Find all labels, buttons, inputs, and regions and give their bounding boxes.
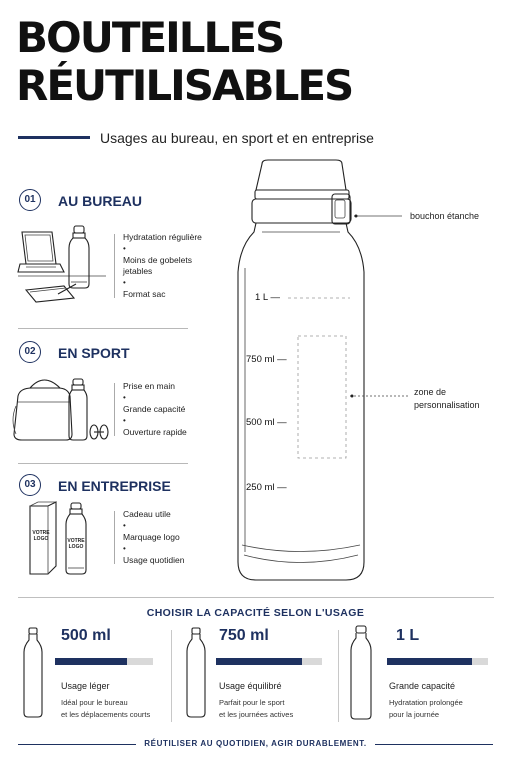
bullet-entreprise-2: Marquage logo <box>123 532 180 542</box>
bottle-1l-icon <box>350 625 372 721</box>
capacity-name-500ml: Usage léger <box>61 681 110 691</box>
bullet-entreprise-3: Usage quotidien <box>123 555 185 565</box>
cap-callout-line <box>354 214 404 218</box>
sports-bag-icon <box>13 380 72 440</box>
capacity-desc-750ml: Parfait pour le sport et les journées actives <box>219 698 294 719</box>
footer-slogan: RÉUTILISER AU QUOTIDIEN, AGIR DURABLEMENT. <box>144 739 367 748</box>
bullet-list-sport: Prise en main • Grande capacité • Ouverture rapide <box>123 381 203 438</box>
bullet-bureau-3: Format sac <box>123 289 166 299</box>
bottle-750ml-icon <box>185 627 207 719</box>
capacity-name-1l: Grande capacité <box>389 681 456 691</box>
subtitle: Usages au bureau, en sport et en entreprise <box>100 130 374 146</box>
section-number-03: 03 <box>19 474 41 496</box>
sport-illustration <box>10 376 110 446</box>
capacity-volume-1l: 1 L <box>396 627 420 644</box>
capacity-bar-500ml <box>55 658 153 665</box>
capacity-divider <box>18 597 494 598</box>
dumbbell-icon <box>90 425 108 439</box>
graduation-750ml: 750 ml — <box>246 354 287 365</box>
section-title-bureau: AU BUREAU <box>58 193 142 209</box>
zone-label-line-2: personnalisation <box>414 400 480 410</box>
graduation-250ml: 250 ml — <box>246 482 287 493</box>
bullet-sport-3: Ouverture rapide <box>123 427 187 437</box>
customization-zone <box>298 336 346 458</box>
capacity-bar-fill <box>387 658 472 665</box>
capacity-volume-750ml: 750 ml <box>219 627 269 644</box>
page-title <box>16 14 496 110</box>
capacity-desc-500ml: Idéal pour le bureau et les déplacements courts <box>61 698 151 719</box>
capacity-name-750ml: Usage équilibré <box>219 681 282 691</box>
capacity-bar-750ml <box>216 658 322 665</box>
box-logo-text: VOTRE LOGO <box>32 530 50 542</box>
capacity-bar-1l <box>387 658 488 665</box>
bottle-cap-icon <box>252 160 351 232</box>
graduation-500ml: 500 ml — <box>246 417 287 428</box>
bottle-icon <box>69 226 89 288</box>
office-illustration <box>18 224 108 310</box>
section-divider <box>18 463 188 464</box>
capacity-bar-fill <box>216 658 302 665</box>
section-divider <box>18 328 188 329</box>
bottle-500ml-icon <box>22 627 44 719</box>
bullet-list-entreprise: Cadeau utile • Marquage logo • Usage quotidien <box>123 509 203 566</box>
big-bottle-illustration <box>236 160 366 582</box>
zone-label-line-1: zone de <box>414 387 447 397</box>
bottle-logo-text: VOTRE LOGO <box>67 538 85 550</box>
capacity-desc-1l: Hydratation prolongée pour la journée <box>389 698 463 719</box>
title-underline <box>18 136 90 139</box>
notebook-icon <box>26 284 76 302</box>
capacity-separator <box>338 630 339 722</box>
cap-label: bouchon étanche <box>410 211 480 221</box>
zone-callout-line <box>350 394 410 398</box>
bullet-sport-2: Grande capacité <box>123 404 186 414</box>
capacity-title: CHOISIR LA CAPACITÉ SELON L'USAGE <box>146 607 365 619</box>
section-title-sport: EN SPORT <box>58 345 130 361</box>
section-number-02: 02 <box>19 341 41 363</box>
bullet-bureau-2: Moins de gobelets jetables <box>123 255 192 276</box>
capacity-bar-fill <box>55 658 127 665</box>
laptop-icon <box>18 232 64 272</box>
bullet-list-bureau: Hydratation régulière • Moins de gobelets jetables • Format sac <box>123 232 203 300</box>
section-title-entreprise: EN ENTREPRISE <box>58 478 171 494</box>
capacity-volume-500ml: 500 ml <box>61 627 111 644</box>
bullet-sport-1: Prise en main <box>123 381 175 391</box>
title-line-2: RÉUTILISABLES <box>16 61 353 110</box>
section-number-01: 01 <box>19 189 41 211</box>
title-line-1: BOUTEILLES <box>16 13 284 62</box>
capacity-separator <box>171 630 172 722</box>
bullet-bureau-1: Hydratation régulière <box>123 232 202 242</box>
graduation-1l: 1 L — <box>255 292 280 303</box>
bullet-entreprise-1: Cadeau utile <box>123 509 171 519</box>
